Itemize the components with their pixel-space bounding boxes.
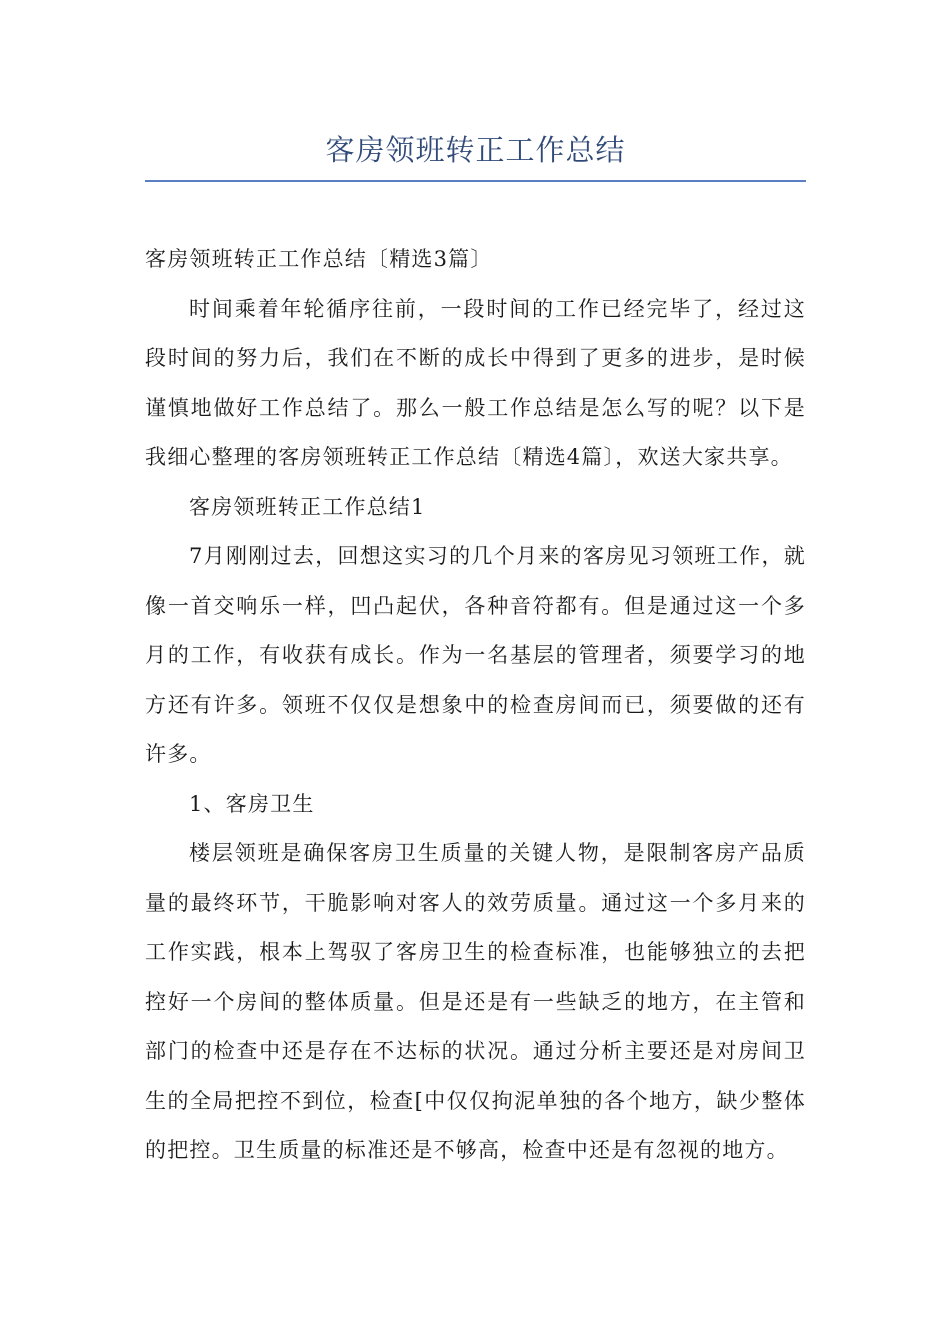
section-heading: 客房领班转正工作总结1 (189, 494, 426, 519)
intro-paragraph: 时间乘着年轮循序往前，一段时间的工作已经完毕了，经过这段时间的努力后，我们在不断的成长中得到了更多的进步，是时候谨慎地做好工作总结了。那么一般工作总结是怎么写的呢？以下是我细心整理的客房领班转正工作总结〔精选4篇〕，欢送大家共享。 (145, 296, 806, 469)
title-underline (145, 180, 806, 182)
document-body (145, 235, 806, 1176)
document-title: 客房领班转正工作总结 (325, 133, 626, 167)
body-paragraph: 楼层领班是确保客房卫生质量的关键人物，是限制客房产品质量的最终环节，干脆影响对客人的效劳质量。通过这一个多月来的工作实践，根本上驾驭了客房卫生的检查标准，也能够独立的去把控好一个房间的整体质量。但是还是有一些缺乏的地方，在主管和部门的检查中还是存在不达标的状况。通过分析主要还是对房间卫生的全局把控不到位，检查[中仅仅拘泥单独的各个地方，缺少整体的把控。卫生质量的标准还是不够高，检查中还是有忽视的地方。 (145, 841, 806, 1162)
body-paragraph: 7月刚刚过去，回想这实习的几个月来的客房见习领班工作，就像一首交响乐一样，凹凸起伏，各种音符都有。但是通过这一个多月的工作，有收获有成长。作为一名基层的管理者，须要学习的地方还有许多。领班不仅仅是想象中的检查房间而已，须要做的还有许多。 (145, 544, 806, 766)
subsection-heading: 1、客房卫生 (189, 791, 315, 816)
subtitle-paragraph: 客房领班转正工作总结〔精选3篇〕 (145, 247, 493, 271)
